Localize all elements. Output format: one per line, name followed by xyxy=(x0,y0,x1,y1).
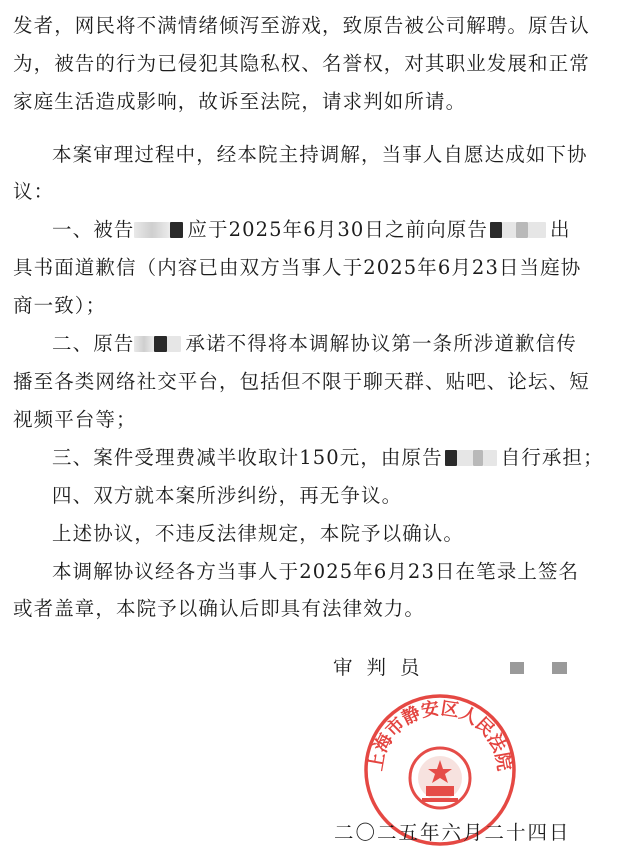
seal-text: 上海市静安区人民法院 xyxy=(365,698,515,773)
clause-one-line xyxy=(52,218,571,242)
redacted-name xyxy=(134,336,154,352)
redacted-name xyxy=(170,222,183,238)
clause-text: 承诺不得将本调解协议第一条所涉道歉信传 xyxy=(185,332,577,355)
redacted-name xyxy=(483,450,497,466)
redacted-judge-name xyxy=(510,662,524,674)
redacted-name xyxy=(502,222,516,238)
paragraph-line: 视频平台等； xyxy=(13,408,137,431)
document-date: 二〇二五年六月二十四日 xyxy=(334,821,571,844)
redacted-name xyxy=(167,336,181,352)
paragraph-line: 或者盖章，本院予以确认后即具有法律效力。 xyxy=(13,597,426,620)
paragraph-line: 家庭生活造成影响，故诉至法院，请求判如所请。 xyxy=(13,90,467,113)
clause-text: 三、案件受理费减半收取计150元，由原告 xyxy=(52,446,443,469)
redacted-name xyxy=(516,222,528,238)
judge-role-label: 审判员 xyxy=(333,656,434,679)
paragraph-line: 本调解协议经各方当事人于2025年6月23日在笔录上签名 xyxy=(52,560,580,583)
paragraph-line: 本案审理过程中，经本院主持调解，当事人自愿达成如下协 xyxy=(52,143,588,166)
redacted-name xyxy=(154,336,167,352)
clause-three-line xyxy=(52,446,604,470)
clause-text: 自行承担； xyxy=(500,446,604,469)
redacted-name xyxy=(473,450,483,466)
clause-two-line xyxy=(52,332,577,356)
redacted-judge-name xyxy=(552,662,567,674)
paragraph-line: 上述协议，不违反法律规定，本院予以确认。 xyxy=(52,522,465,545)
redacted-name xyxy=(528,222,546,238)
paragraph-line: 具书面道歉信（内容已由双方当事人于2025年6月23日当庭协 xyxy=(13,256,582,279)
clause-text: 应于2025年6月30日之前向原告 xyxy=(187,218,488,241)
redacted-name xyxy=(457,450,473,466)
paragraph-line: 四、双方就本案所涉纠纷，再无争议。 xyxy=(52,484,403,507)
clause-text: 二、原告 xyxy=(52,332,135,355)
clause-text: 出 xyxy=(549,218,571,241)
redacted-name xyxy=(490,222,502,238)
paragraph-line: 议： xyxy=(13,180,55,203)
national-emblem-icon xyxy=(410,748,470,808)
redacted-name xyxy=(445,450,457,466)
redacted-name xyxy=(134,222,170,238)
paragraph-line: 播至各类网络社交平台，包括但不限于聊天群、贴吧、论坛、短 xyxy=(13,370,590,393)
paragraph-line: 发者，网民将不满情绪倾泻至游戏，致原告被公司解聘。原告认 xyxy=(13,14,590,37)
paragraph-line: 商一致）； xyxy=(13,294,107,317)
clause-text: 一、被告 xyxy=(52,218,135,241)
paragraph-line: 为，被告的行为已侵犯其隐私权、名誉权，对其职业发展和正常 xyxy=(13,52,590,75)
